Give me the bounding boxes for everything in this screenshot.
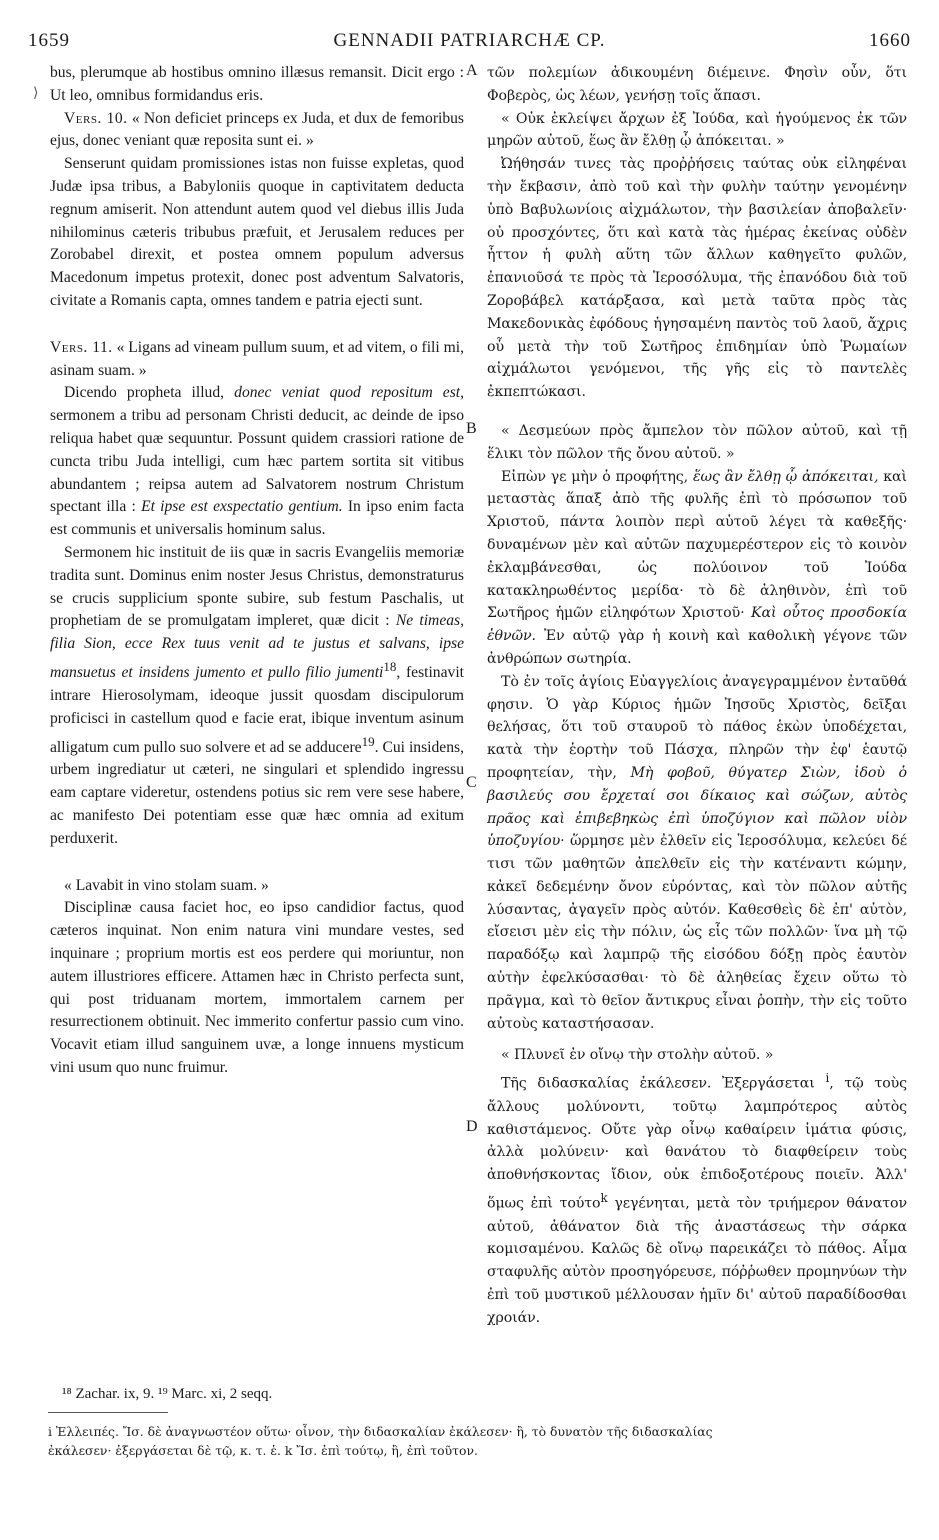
margin-bracket: ⟩ <box>33 86 39 101</box>
latin-verse-10 <box>50 108 464 154</box>
text-run: ὥρμησε μὲν ἐλθεῖν εἰς Ἱεροσόλυμα, κελεύει δέ τισι τῶν μαθητῶν ἀπελθεῖν εἰς τὴν κατέναντι κώμην, κἀκεῖ δεδεμένην ὄνον εὑρόντας, καὶ τὸν πῶλον αὐτῆς λύσαντας, ἀγαγεῖν πρὸς αὐτόν. Καθεσθεὶς δὲ ἐπ' αὐτὸν, εἴσεισι μὲν εἰς τὴν πόλιν, ὡς εἷς τῶν πολλῶν· ἵνα μὴ τῷ παραδόξῳ καὶ λαμπρῷ τῆς εἰσόδου δόξῃ πρὸς ἑαυτὸν αὐτὴν ἐφελκύσασθαι· τὸ δὲ ἀληθείας ἔχειν οὕτω τὸ πρᾶγμα, καὶ τὸ θεῖον ἄντικρυς εἶναι ῥοπὴν, τὴν εἰς τοῦτο αὐτοὺς καταστήσασαν. <box>487 833 907 1032</box>
verse-text: « Non deficiet princeps ex Juda, et dux de femoribus ejus, donec veniant quæ reposita sunt ei. » <box>50 109 465 150</box>
greek-column <box>487 62 907 1330</box>
text-run: , τῷ τοὺς ἄλλους μολύνοντι, τοῦτῳ λαμπρότερος αὐτὸς καθιστάμενος. Οὔτε γὰρ οἶνῳ καθαίρειν ἱμάτια φύσις, ἀλλὰ μολύνειν· καὶ θανάτου τὸ διαφθείρειν τοὺς ἀποθνήσκοντας ἴδιον, οὐκ ἐπιδοξοτέρους ποιεῖν. Ἀλλ' ὅμως ἐπὶ τούτο <box>487 1076 908 1212</box>
greek-footnote-line: ἐκάλεσεν· ἐξεργάσεται δὲ τῷ, κ. τ. ἑ. k Ἴσ. ἐπὶ τούτῳ, ἢ, ἐπὶ τοῦτον. <box>48 1443 478 1458</box>
text-run: Dicendo propheta illud, <box>64 384 225 402</box>
greek-paragraph <box>487 466 907 671</box>
latin-paragraph: Senserunt quidam promissiones istas non fuisse expletas, quod Judæ ipsa tribus, a Babyloniis quoque in captivitatem deducta regnum amiserit. Non attendunt autem quod vel diebus illis Juda nihilominus cæteris tribubus præfuit, et Jerusalem reduces per Zorobabel direxit, et postea omnem populum adversus Macedonum impetus protexit, donec post adventum Salvatoris, civitate a Romanis capta, omnes tandem e patria ejecti sunt. <box>50 155 464 309</box>
section-marker-a: A <box>466 62 478 79</box>
greek-paragraph <box>487 671 907 1036</box>
text-run: Ἐν αὐτῷ γὰρ ἡ κοινὴ καὶ καθολικὴ γέγονε τῶν ἀνθρώπων σωτηρία. <box>487 628 907 667</box>
verse-text: « Ligans ad vineam pullum suum, et ad vitem, o fili mi, asinam suam. » <box>50 338 464 379</box>
text-run: γεγένηται, μετὰ τὸν τριήμερον θάνατον αὐτοῦ, ἀθάνατον διὰ τῆς ἀναστάσεως τὴν σάρκα κομισαμένου. Καλῶς δὲ οἴνῳ παρεικάζει τὸ πάθος. Αἷμα σταφυλῆς αὐτὸν προσηγόρευσε, πόῤῥωθεν προμηνύων τὴν ἐπὶ τοῦ μυστικοῦ μέλλουσαν ἡμῖν δι' αὐτοῦ παραδίδοσθαι χροιάν. <box>487 1195 907 1326</box>
greek-verse-11: « Δεσμεύων πρὸς ἄμπελον τὸν πῶλον αὐτοῦ, καὶ τῇ ἕλικι τὸν πῶλον τῆς ὄνου αὐτοῦ. » <box>487 422 907 462</box>
greek-paragraph: τῶν πολεμίων ἀδικουμένη διέμεινε. Φησὶν οὖν, ὅτι Φοβερὸς, ὡς λέων, γενήσῃ τοῖς ἅπασι. <box>487 65 907 104</box>
running-title: GENNADII PATRIARCHÆ CP. <box>333 30 606 51</box>
page-number-right: 1660 <box>869 30 911 51</box>
quote-italic: donec veniat quod repositum est, <box>234 384 465 402</box>
greek-paragraph: Ὠήθησάν τινες τὰς προῤῥήσεις ταύτας οὐκ εἰληφέναι τὴν ἔκβασιν, ἀπὸ τοῦ καὶ τὴν φυλὴν ταύτην γενομένην ὑπὸ Βαβυλωνίοις αἰχμάλωτον, τὴν βασιλείαν ἀποβαλεῖν· οὐ προσχόντες, ὅτι καὶ κατὰ τὰς ἡμέρας ἐκείνας οὐδὲν ἧττον ἡ φυλὴ αὕτη τῶν ἄλλων καθηγεῖτο φυλῶν, ἐπανιοῦσά τε πρὸς τὰ Ἱεροσόλυμα, τῆς ἐπανόδου διὰ τοῦ Ζοροβάβελ κατάρξασα, καὶ μετὰ ταῦτα πρὸς τὰς Μακεδονικὰς ἐφόδους ἡγησαμένη παντὸς τοῦ λαοῦ, ἄχρις οὗ μετὰ τὴν τοῦ Σωτῆρος ἐπιδημίαν ὑπὸ Ῥωμαίων αἰχμάλωτοι γενόμενοι, τῆς γῆς εἰς τὸ παντελὲς ἐκπεπτώκασι. <box>487 156 907 401</box>
latin-column <box>50 62 464 1080</box>
text-run: . Cui insidens, urbem ingrediatur ut cæteri, ne singulari et splendido ingressu eam captare videretur, ostendens potius sic rem vere sese habere, ac manifesto Dei potentiam esse quæ hæc omnia ad exitum perduxerit. <box>50 738 464 847</box>
text-run: Εἰπὼν γε μὴν ὁ προφήτης, <box>501 468 689 485</box>
text-run: καὶ μεταστὰς ἅπαξ ἀπὸ τῆς φυλῆς ἐπὶ τὸ πρόσωπον τοῦ Χριστοῦ, πάντα λοιπὸν περὶ αὐτοῦ λέγει τὰ καθεξῆς· δυναμένων μὲν καὶ αὐτῶν παχυμερέστερον εἰς τὸ κοινὸν ἐκλαμβάνεσθαι, ὡς πολύοινον τοῦ Ἰούδα κατακληρωθέντος μερίδα· τὸ δὲ ἀληθινὸν, ἐπὶ τοῦ Σωτῆρος ἡμῶν εἰληφότων Χριστοῦ· <box>487 468 907 622</box>
quote-italic: Ne timeas, filia Sion, ecce Rex tuus venit ad te justus et salvans, ipse mansuetus et insidens jumento et pullo filio jumenti <box>50 612 464 682</box>
latin-paragraph: Disciplinæ causa faciet hoc, eo ipso candidior factus, quod cæteros inquinat. Non enim natura vini mundare vestes, sed inquinare ; proprium mortis est eos perdere qui moriuntur, non autem illustriores efficere. Attamen hæc in Christo perfecta sunt, qui post triduanam mortem, immortalem carnem per resurrectionem obtinuit. Nec immerito confertur passio cum vino. Vocavit etiam illud sanguinem uvæ, a longe innuens mysticum vini usum quo nunc fruimur. <box>50 899 464 1077</box>
text-run: Τὸ ἐν τοῖς ἁγίοις Εὐαγγελίοις ἀναγεγραμμένον ἐνταῦθά φησιν. Ὁ γὰρ Κύριος ἡμῶν Ἰησοῦς Χριστὸς, δεῖξαι θελήσας, ὅτι τοῦ σταυροῦ τὸ πάθος ἑκὼν ὑποδέχεται, κατὰ τὴν ἑορτὴν τοῦ Πάσχα, πληρῶν τὴν ἐφ' ἑαυτῷ προφητείαν, τὴν, <box>487 673 907 781</box>
greek-footnote-line: i Ἐλλειπές. Ἴσ. δὲ ἀναγνωστέον οὕτω· οἶνον, τὴν διδασκαλίαν ἐκάλεσεν· ἢ, τὸ δυνατὸν τῆς διδασκαλίας <box>48 1424 713 1439</box>
footnote-ref: k <box>600 1190 608 1205</box>
verse-label: Vers. 11. <box>50 338 113 356</box>
latin-footnotes: ¹⁸ Zachar. ix, 9. ¹⁹ Marc. xi, 2 seqq. <box>62 1386 273 1402</box>
section-marker-d: D <box>466 1118 478 1135</box>
greek-lemma: « Πλυνεῖ ἐν οἴνῳ τὴν στολὴν αὐτοῦ. » <box>501 1047 774 1064</box>
text-run: Τῆς διδασκαλίας ἐκάλεσεν. Ἐξεργάσεται <box>501 1076 815 1092</box>
greek-paragraph <box>487 1067 907 1329</box>
latin-lemma: « Lavabit in vino stolam suam. » <box>64 876 269 894</box>
greek-footnotes <box>48 1422 908 1460</box>
text-run: Sermonem hic instituit de iis quæ in sacris Evangeliis memoriæ tradita sunt. Dominus enim noster Jesus Christus, demonstraturus se crucis supplicium sponte subire, sub festum Paschalis, ut prophetiam de se promulgatam impleret, quæ dicit : <box>50 543 464 630</box>
text-run: , festinavit intrare Hierosolymam, ideoque jussit quosdam discipulorum proficisci in castellum quod e facie erat, ibique inventum asinum alligatum cum pullo suo solvere et ad se adducere <box>50 664 464 756</box>
latin-paragraph <box>50 542 464 851</box>
quote-italic: Et ipse est exspectatio gentium. <box>141 498 343 516</box>
footnote-ref: i <box>825 1071 830 1086</box>
quote-italic: Καὶ οὗτος προσδοκία ἐθνῶν. <box>487 605 907 645</box>
latin-paragraph: bus, plerumque ab hostibus omnino illæsus remansit. Dicit ergo : Ut leo, omnibus formidandus eris. <box>50 64 464 104</box>
quote-italic: Μὴ φοβοῦ, θύγατερ Σιὼν, ἰδοὺ ὁ βασιλεύς σου ἔρχεταί σοι δίκαιος καὶ σώζων, αὐτὸς πρᾶος καὶ ἐπιβεβηκὼς ἐπὶ ὑποζύγιον καὶ πῶλον υἱὸν ὑποζυγίου· <box>487 764 907 850</box>
section-marker-b: B <box>466 420 477 437</box>
latin-paragraph <box>50 382 464 542</box>
footnote-ref: 18 <box>383 658 397 674</box>
section-marker-c: C <box>466 774 477 791</box>
text-run: sermonem a tribu ad personam Christi deducit, ac deinde de ipso reliqua habet quæ sequuntur. Possunt quidem crassiori ratione de cuncta tribu Juda intelligi, cum hæc partem sortita sit vitibus abundantem ; reipsa autem ad Salvatorem nostrum Christum spectant illa : <box>50 407 464 516</box>
page-number-left: 1659 <box>28 30 70 51</box>
text-run: In ipso enim facta est communis et universalis hominum salus. <box>50 498 465 539</box>
page-header <box>28 30 911 56</box>
verse-label: Vers. 10. <box>64 109 128 127</box>
latin-verse-11 <box>50 337 464 383</box>
footnote-rule <box>48 1412 168 1413</box>
quote-italic: ἕως ἂν ἔλθῃ ᾧ ἀπόκειται, <box>692 468 879 485</box>
greek-verse-10: « Οὐκ ἐκλείψει ἄρχων ἐξ Ἰούδα, καὶ ἡγούμενος ἐκ τῶν μηρῶν αὐτοῦ, ἕως ἂν ἔλθῃ ᾧ ἀπόκειται. » <box>487 110 907 150</box>
footnote-ref: 19 <box>361 733 375 749</box>
